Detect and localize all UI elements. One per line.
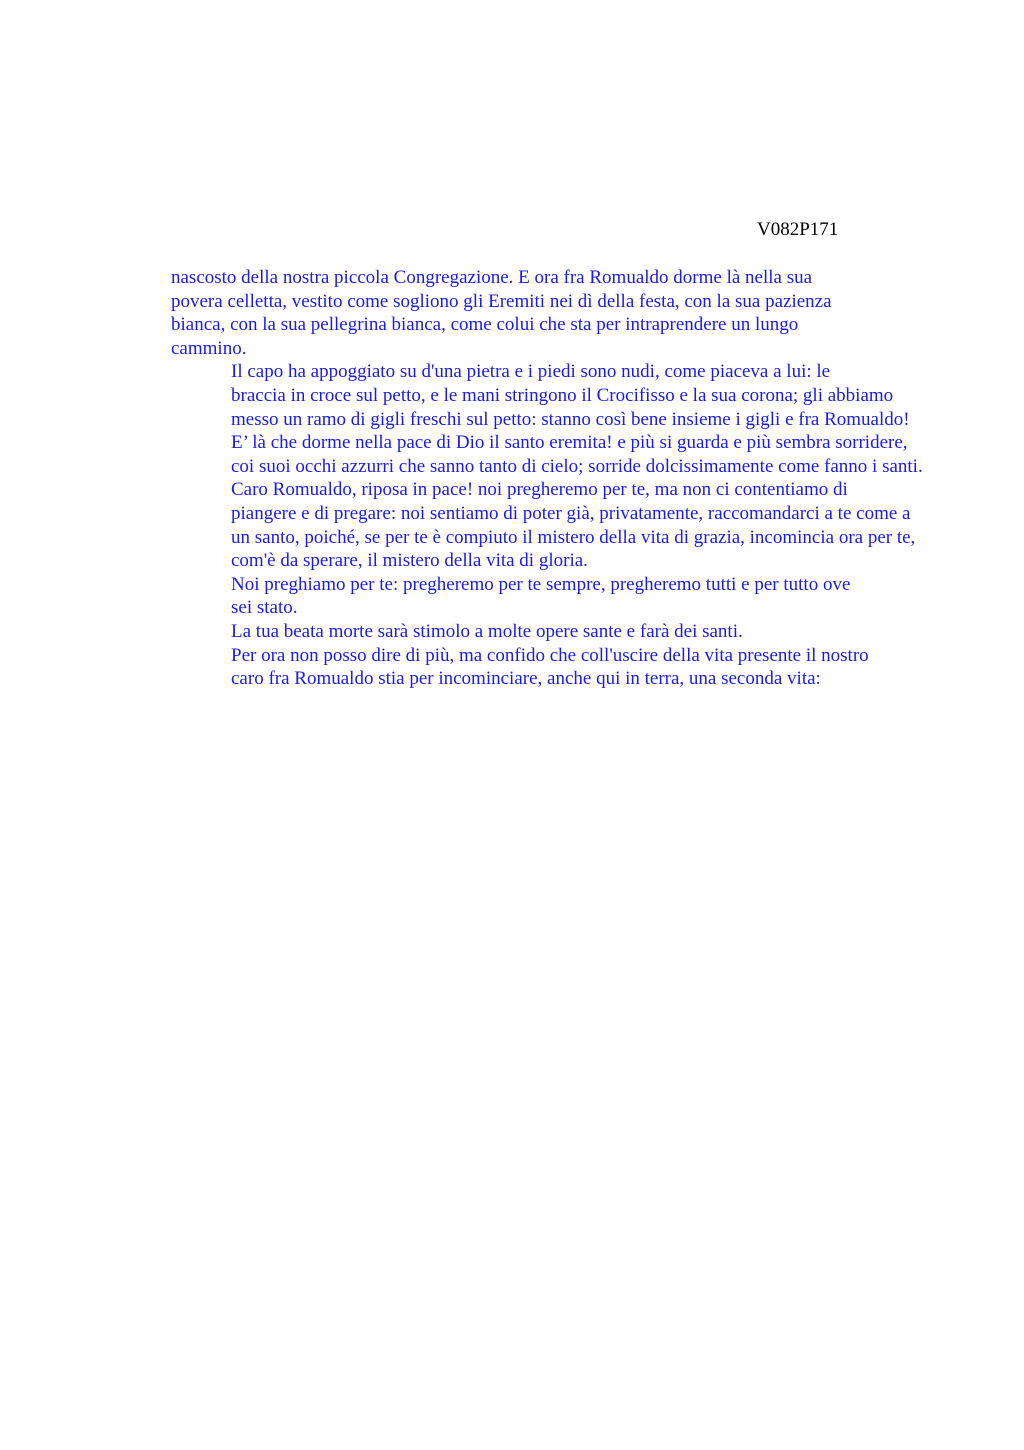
text-line: cammino. xyxy=(171,337,247,359)
paragraph xyxy=(171,620,931,644)
text-line: La tua beata morte sarà stimolo a molte opere sante e farà dei santi. xyxy=(231,620,743,642)
paragraph xyxy=(171,266,931,360)
body-text xyxy=(171,266,931,691)
text-line: nascosto della nostra piccola Congregazione. E ora fra Romualdo dorme là nella sua xyxy=(171,267,813,288)
text-line: braccia in croce sul petto, e le mani stringono il Crocifisso e la sua corona; gli abbiamo xyxy=(231,384,894,406)
text-line: E’ là che dorme nella pace di Dio il santo eremita! e più si guarda e più sembra sorridere, xyxy=(231,432,908,454)
text-line: un santo, poiché, se per te è compiuto il mistero della vita di grazia, incomincia ora per te, xyxy=(231,526,916,548)
text-line: Il capo ha appoggiato su d'una pietra e i piedi sono nudi, come piaceva a lui: le xyxy=(231,361,831,383)
text-line: com'è da sperare, il mistero della vita di gloria. xyxy=(231,550,588,572)
page-identifier: V082P171 xyxy=(757,219,839,240)
text-line: Noi preghiamo per te: pregheremo per te sempre, pregheremo tutti e per tutto ove xyxy=(231,573,851,595)
text-line: Caro Romualdo, riposa in pace! noi pregheremo per te, ma non ci contentiamo di xyxy=(231,479,848,501)
paragraph xyxy=(171,478,931,572)
text-line: messo un ramo di gigli freschi sul petto: stanno così bene insieme i gigli e fra Romualdo! xyxy=(231,408,910,430)
paragraph xyxy=(171,360,931,478)
text-line: Per ora non posso dire di più, ma confido che coll'uscire della vita presente il nostro xyxy=(231,644,869,666)
text-line: piangere e di pregare: noi sentiamo di poter già, privatamente, raccomandarci a te come a xyxy=(231,502,911,524)
paragraph xyxy=(171,644,931,691)
text-line: coi suoi occhi azzurri che sanno tanto di cielo; sorride dolcissimamente come fanno i santi. xyxy=(231,455,923,477)
text-line: sei stato. xyxy=(231,597,298,619)
text-line: bianca, con la sua pellegrina bianca, come colui che sta per intraprendere un lungo xyxy=(171,314,799,336)
text-line: povera celletta, vestito come sogliono gli Eremiti nei dì della festa, con la sua pazienza xyxy=(171,290,832,312)
text-line: caro fra Romualdo stia per incominciare, anche qui in terra, una seconda vita: xyxy=(231,668,821,690)
paragraph xyxy=(171,573,931,620)
